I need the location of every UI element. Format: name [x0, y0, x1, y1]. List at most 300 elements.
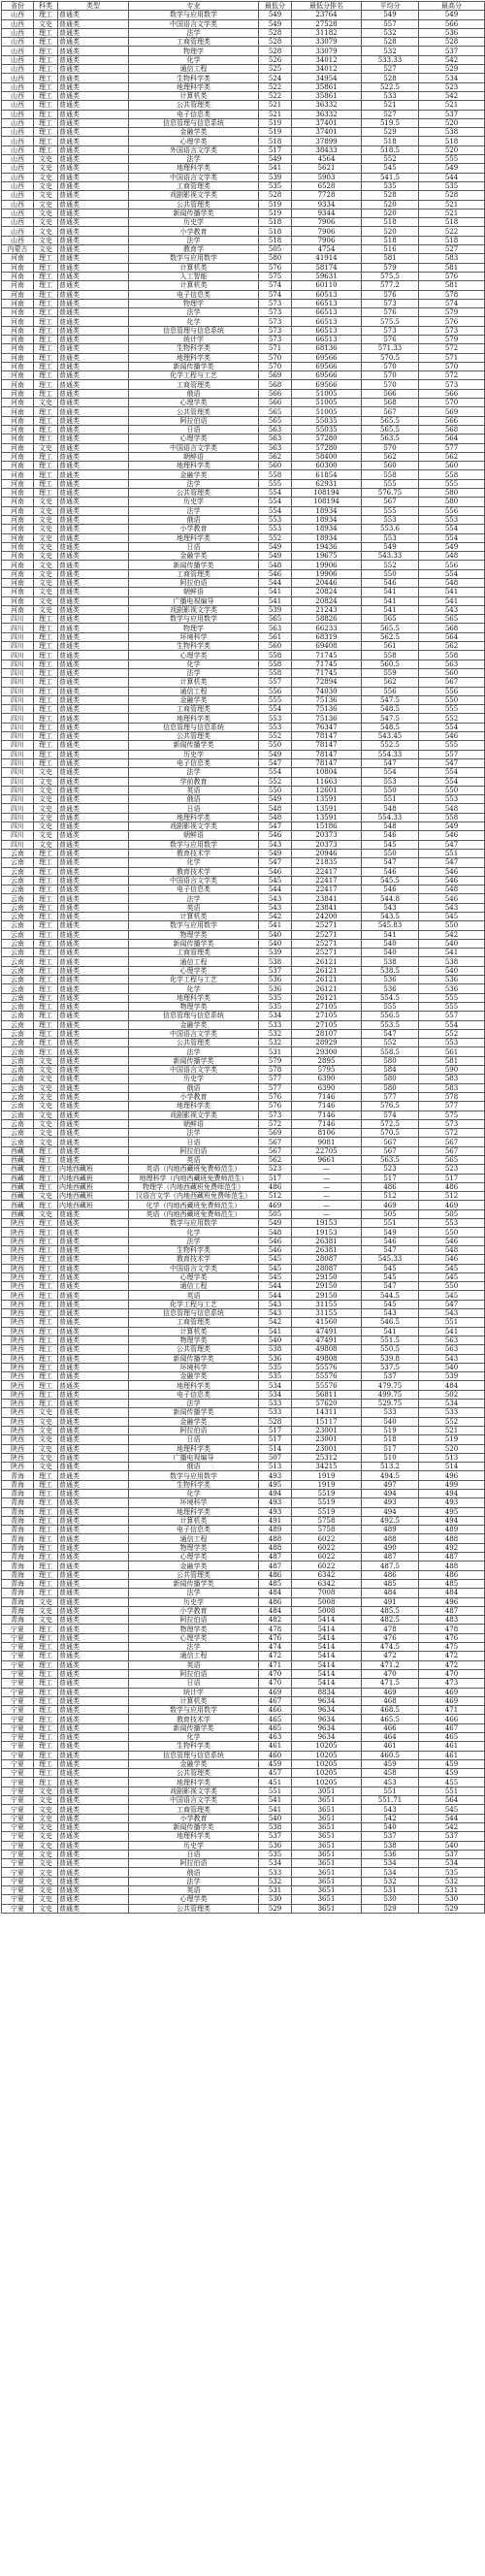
- min-rank-cell: 26121: [292, 966, 362, 975]
- avg-score-cell: 529: [362, 128, 419, 137]
- major-cell: 地理科学类: [129, 1778, 259, 1787]
- min-rank-cell: 3651: [292, 1822, 362, 1831]
- avg-score-cell: 492.5: [362, 1516, 419, 1525]
- min-score-cell: 546: [259, 831, 292, 840]
- major-cell: 心理学类: [129, 1633, 259, 1642]
- table-row: [2, 344, 485, 353]
- table-row: [2, 1102, 485, 1111]
- type-cell: 普通类: [58, 1850, 129, 1858]
- min-rank-cell: 15117: [292, 1417, 362, 1426]
- min-score-cell: 553: [259, 723, 292, 731]
- max-score-cell: 549: [419, 542, 485, 551]
- min-rank-cell: 18934: [292, 533, 362, 542]
- category-cell: 理工: [34, 1589, 58, 1597]
- max-score-cell: 579: [419, 308, 485, 317]
- avg-score-cell: 576: [362, 335, 419, 343]
- min-score-cell: 576: [259, 1102, 292, 1111]
- category-cell: 理工: [34, 55, 58, 64]
- category-cell: 文史: [34, 1192, 58, 1201]
- category-cell: 文史: [34, 1904, 58, 1913]
- type-cell: 普通类: [58, 605, 129, 614]
- avg-score-cell: 543: [362, 1309, 419, 1318]
- min-score-cell: 535: [259, 1002, 292, 1011]
- province-cell: 山西: [2, 218, 34, 227]
- table-row: [2, 1850, 485, 1858]
- max-score-cell: 465: [419, 1733, 485, 1742]
- min-score-cell: 573: [259, 335, 292, 343]
- province-cell: 宁夏: [2, 1841, 34, 1850]
- major-cell: 公共管理类: [129, 489, 259, 498]
- max-score-cell: 541: [419, 588, 485, 596]
- max-score-cell: 556: [419, 561, 485, 569]
- type-cell: 普通类: [58, 299, 129, 307]
- category-cell: 文史: [34, 1859, 58, 1868]
- min-rank-cell: 28087: [292, 1264, 362, 1272]
- table-row: [2, 326, 485, 335]
- max-score-cell: 542: [419, 91, 485, 100]
- min-score-cell: 465: [259, 1715, 292, 1723]
- avg-score-cell: 545: [362, 1300, 419, 1308]
- province-cell: 云南: [2, 984, 34, 993]
- min-rank-cell: 3651: [292, 1850, 362, 1858]
- min-rank-cell: 8834: [292, 1688, 362, 1696]
- max-score-cell: 554: [419, 1020, 485, 1029]
- min-score-cell: 573: [259, 326, 292, 335]
- max-score-cell: 554: [419, 723, 485, 731]
- type-cell: 普通类: [58, 128, 129, 137]
- type-cell: 普通类: [58, 1679, 129, 1688]
- type-cell: 普通类: [58, 1056, 129, 1065]
- category-cell: 理工: [34, 1733, 58, 1742]
- major-cell: 中国语言文学类: [129, 173, 259, 181]
- avg-score-cell: 485: [362, 1579, 419, 1588]
- avg-score-cell: 581: [362, 254, 419, 263]
- avg-score-cell: 549: [362, 1228, 419, 1237]
- category-cell: 理工: [34, 1489, 58, 1497]
- category-cell: 理工: [34, 82, 58, 91]
- min-rank-cell: 9334: [292, 200, 362, 209]
- table-row: [2, 1669, 485, 1678]
- major-cell: 阿拉伯语: [129, 416, 259, 425]
- major-cell: 物理学: [129, 624, 259, 632]
- table-row: [2, 533, 485, 542]
- province-cell: 西藏: [2, 1165, 34, 1174]
- max-score-cell: 554: [419, 525, 485, 533]
- table-row: [2, 768, 485, 777]
- min-score-cell: 563: [259, 435, 292, 443]
- type-cell: 普通类: [58, 145, 129, 154]
- table-row: [2, 1146, 485, 1155]
- avg-score-cell: 489: [362, 1526, 419, 1534]
- major-cell: 俄语: [129, 1083, 259, 1092]
- province-cell: 陕西: [2, 1363, 34, 1371]
- max-score-cell: 555: [419, 155, 485, 164]
- min-score-cell: 545: [259, 876, 292, 885]
- category-cell: 理工: [34, 1778, 58, 1787]
- avg-score-cell: 523: [362, 1165, 419, 1174]
- province-cell: 宁夏: [2, 1805, 34, 1814]
- min-rank-cell: 5414: [292, 1652, 362, 1660]
- category-cell: 理工: [34, 335, 58, 343]
- min-score-cell: 488: [259, 1534, 292, 1543]
- avg-score-cell: 547: [362, 858, 419, 867]
- table-row: [2, 1300, 485, 1308]
- min-score-cell: 517: [259, 1174, 292, 1182]
- province-cell: 陕西: [2, 1282, 34, 1291]
- type-cell: 普通类: [58, 1156, 129, 1165]
- min-score-cell: 493: [259, 1498, 292, 1507]
- type-cell: 普通类: [58, 1489, 129, 1497]
- max-score-cell: 554: [419, 768, 485, 777]
- avg-score-cell: 559: [362, 668, 419, 677]
- type-cell: 普通类: [58, 1877, 129, 1885]
- type-cell: 普通类: [58, 1372, 129, 1381]
- type-cell: 普通类: [58, 1696, 129, 1705]
- table-row: [2, 894, 485, 903]
- province-cell: 山西: [2, 173, 34, 181]
- category-cell: 理工: [34, 1264, 58, 1272]
- province-cell: 陕西: [2, 1435, 34, 1444]
- major-cell: 通信工程: [129, 687, 259, 695]
- avg-score-cell: 461: [362, 1742, 419, 1751]
- max-score-cell: 536: [419, 28, 485, 37]
- major-cell: 地理科学类: [129, 353, 259, 362]
- table-row: [2, 181, 485, 190]
- min-rank-cell: 33079: [292, 38, 362, 47]
- min-score-cell: 553: [259, 525, 292, 533]
- type-cell: 普通类: [58, 1435, 129, 1444]
- min-rank-cell: 9634: [292, 1706, 362, 1715]
- type-cell: 普通类: [58, 155, 129, 164]
- category-cell: 文史: [34, 1129, 58, 1138]
- type-cell: 普通类: [58, 1020, 129, 1029]
- min-score-cell: 547: [259, 858, 292, 867]
- major-cell: 阿拉伯语: [129, 1669, 259, 1678]
- major-cell: 心理学类: [129, 435, 259, 443]
- province-cell: 宁夏: [2, 1850, 34, 1858]
- min-score-cell: 553: [259, 714, 292, 723]
- major-cell: 日语: [129, 804, 259, 813]
- table-row: [2, 705, 485, 714]
- max-score-cell: 567: [419, 1146, 485, 1155]
- major-cell: 信息管理与信息系统: [129, 326, 259, 335]
- table-row: [2, 1291, 485, 1300]
- min-rank-cell: 3651: [292, 1832, 362, 1841]
- category-cell: 文史: [34, 1868, 58, 1877]
- min-rank-cell: 5008: [292, 1606, 362, 1615]
- avg-score-cell: 562.5: [362, 632, 419, 641]
- category-cell: 文史: [34, 1814, 58, 1822]
- category-cell: 理工: [34, 741, 58, 750]
- max-score-cell: 520: [419, 118, 485, 127]
- max-score-cell: 550: [419, 695, 485, 704]
- type-cell: 普通类: [58, 1047, 129, 1056]
- min-rank-cell: 20373: [292, 831, 362, 840]
- major-cell: 法学: [129, 1643, 259, 1652]
- min-rank-cell: —: [292, 1174, 362, 1182]
- min-score-cell: 543: [259, 1309, 292, 1318]
- province-cell: 青海: [2, 1489, 34, 1497]
- max-score-cell: 545: [419, 1291, 485, 1300]
- min-score-cell: 544: [259, 1282, 292, 1291]
- province-cell: 宁夏: [2, 1679, 34, 1688]
- table-row: [2, 1868, 485, 1877]
- max-score-cell: 542: [419, 55, 485, 64]
- category-cell: 文史: [34, 605, 58, 614]
- category-cell: 理工: [34, 1237, 58, 1245]
- table-row: [2, 1660, 485, 1669]
- table-row: [2, 1390, 485, 1399]
- major-cell: 戏剧影视文学类: [129, 1787, 259, 1795]
- category-cell: 理工: [34, 489, 58, 498]
- min-rank-cell: 28087: [292, 1255, 362, 1264]
- major-cell: 地理科学类: [129, 993, 259, 1002]
- min-rank-cell: 78147: [292, 750, 362, 758]
- category-cell: 理工: [34, 1146, 58, 1155]
- table-row: [2, 227, 485, 236]
- category-cell: 理工: [34, 1300, 58, 1308]
- category-cell: 文史: [34, 579, 58, 588]
- table-row: [2, 1778, 485, 1787]
- max-score-cell: 539: [419, 1372, 485, 1381]
- min-rank-cell: 26121: [292, 957, 362, 966]
- header-row: [2, 2, 485, 11]
- province-cell: 西藏: [2, 1156, 34, 1165]
- category-cell: 理工: [34, 858, 58, 867]
- min-rank-cell: 31155: [292, 1309, 362, 1318]
- avg-score-cell: 471.2: [362, 1660, 419, 1669]
- major-cell: 数学与应用数学: [129, 1219, 259, 1228]
- type-cell: 内地西藏班: [58, 1201, 129, 1209]
- major-cell: 小学教育: [129, 1814, 259, 1822]
- min-rank-cell: 27105: [292, 1020, 362, 1029]
- province-cell: 云南: [2, 1056, 34, 1065]
- category-cell: 理工: [34, 1679, 58, 1688]
- table-header: [2, 2, 485, 11]
- major-cell: 中国语言文学类: [129, 1066, 259, 1075]
- category-cell: 文史: [34, 533, 58, 542]
- max-score-cell: 494: [419, 1516, 485, 1525]
- major-cell: 金融学类: [129, 1417, 259, 1426]
- avg-score-cell: 553: [362, 515, 419, 524]
- table-row: [2, 1336, 485, 1344]
- major-cell: 数学与应用数学: [129, 615, 259, 624]
- max-score-cell: 546: [419, 894, 485, 903]
- avg-score-cell: 558: [362, 651, 419, 660]
- type-cell: 普通类: [58, 966, 129, 975]
- min-rank-cell: 23841: [292, 894, 362, 903]
- avg-score-cell: 469: [362, 1201, 419, 1209]
- major-cell: 生物科学类: [129, 74, 259, 82]
- max-score-cell: 570: [419, 362, 485, 370]
- type-cell: 普通类: [58, 1146, 129, 1155]
- table-row: [2, 380, 485, 389]
- category-cell: 理工: [34, 1228, 58, 1237]
- table-row: [2, 452, 485, 461]
- max-score-cell: 475: [419, 1643, 485, 1652]
- type-cell: 普通类: [58, 1832, 129, 1841]
- table-row: [2, 1570, 485, 1579]
- category-cell: 文史: [34, 1616, 58, 1625]
- min-rank-cell: 10205: [292, 1742, 362, 1751]
- min-score-cell: 486: [259, 1570, 292, 1579]
- min-rank-cell: 13591: [292, 804, 362, 813]
- table-row: [2, 1408, 485, 1417]
- major-cell: 法学: [129, 155, 259, 164]
- table-row: [2, 1156, 485, 1165]
- category-cell: 理工: [34, 118, 58, 127]
- type-cell: 普通类: [58, 867, 129, 876]
- min-rank-cell: 27105: [292, 1012, 362, 1020]
- avg-score-cell: 532: [362, 1877, 419, 1885]
- min-rank-cell: 19153: [292, 1228, 362, 1237]
- category-cell: 理工: [34, 624, 58, 632]
- province-cell: 四川: [2, 822, 34, 831]
- avg-score-cell: 485.5: [362, 1606, 419, 1615]
- type-cell: 内地西藏班: [58, 1165, 129, 1174]
- province-cell: 河南: [2, 435, 34, 443]
- min-score-cell: 541: [259, 1796, 292, 1805]
- major-cell: 物理学类: [129, 1002, 259, 1011]
- type-cell: 普通类: [58, 949, 129, 957]
- avg-score-cell: 537: [362, 1832, 419, 1841]
- avg-score-cell: 478: [362, 1625, 419, 1633]
- min-score-cell: 535: [259, 1363, 292, 1371]
- major-cell: 心理学类: [129, 651, 259, 660]
- major-cell: 金融学类: [129, 1759, 259, 1768]
- min-rank-cell: 69566: [292, 371, 362, 380]
- min-rank-cell: 3651: [292, 1886, 362, 1895]
- avg-score-cell: 543: [362, 903, 419, 912]
- category-cell: 文史: [34, 155, 58, 164]
- min-score-cell: 537: [259, 966, 292, 975]
- min-score-cell: 530: [259, 1895, 292, 1904]
- major-cell: 朝鲜语: [129, 588, 259, 596]
- min-score-cell: 540: [259, 939, 292, 948]
- avg-score-cell: 464: [362, 1733, 419, 1742]
- min-rank-cell: 62931: [292, 479, 362, 488]
- max-score-cell: 534: [419, 1859, 485, 1868]
- major-cell: 教育技术学: [129, 867, 259, 876]
- type-cell: 普通类: [58, 1471, 129, 1480]
- min-rank-cell: 3651: [292, 1805, 362, 1814]
- avg-score-cell: 549: [362, 542, 419, 551]
- min-score-cell: 546: [259, 867, 292, 876]
- province-cell: 青海: [2, 1498, 34, 1507]
- max-score-cell: 548: [419, 1245, 485, 1254]
- category-cell: 理工: [34, 425, 58, 434]
- province-cell: 云南: [2, 886, 34, 894]
- max-score-cell: 528: [419, 38, 485, 47]
- table-row: [2, 28, 485, 37]
- category-cell: 理工: [34, 1020, 58, 1029]
- min-score-cell: 470: [259, 1669, 292, 1678]
- type-cell: 普通类: [58, 489, 129, 498]
- major-cell: 地理科学类: [129, 714, 259, 723]
- province-cell: 四川: [2, 642, 34, 651]
- avg-score-cell: 517: [362, 1444, 419, 1453]
- major-cell: 化学工程与工艺: [129, 1300, 259, 1308]
- min-rank-cell: 29150: [292, 1282, 362, 1291]
- max-score-cell: 484: [419, 1589, 485, 1597]
- avg-score-cell: 552.5: [362, 741, 419, 750]
- avg-score-cell: 550: [362, 569, 419, 578]
- major-cell: 电子信息类: [129, 1526, 259, 1534]
- min-rank-cell: 28107: [292, 1029, 362, 1038]
- table-row: [2, 209, 485, 217]
- category-cell: 理工: [34, 1400, 58, 1408]
- category-cell: 文史: [34, 1796, 58, 1805]
- max-score-cell: 578: [419, 1092, 485, 1101]
- max-score-cell: 537: [419, 1850, 485, 1858]
- category-cell: 理工: [34, 1669, 58, 1678]
- major-cell: 通信工程: [129, 1282, 259, 1291]
- province-cell: 青海: [2, 1579, 34, 1588]
- category-cell: 理工: [34, 660, 58, 668]
- province-cell: 西藏: [2, 1201, 34, 1209]
- table-row: [2, 976, 485, 984]
- min-rank-cell: 10804: [292, 768, 362, 777]
- table-row: [2, 588, 485, 596]
- category-cell: 理工: [34, 849, 58, 857]
- avg-score-cell: 551: [362, 1787, 419, 1795]
- avg-score-cell: 494: [362, 1489, 419, 1497]
- min-score-cell: 476: [259, 1633, 292, 1642]
- max-score-cell: 568: [419, 624, 485, 632]
- min-score-cell: 513: [259, 1463, 292, 1471]
- max-score-cell: 563: [419, 1336, 485, 1344]
- min-rank-cell: 5519: [292, 1498, 362, 1507]
- type-cell: 普通类: [58, 957, 129, 966]
- avg-score-cell: 547: [362, 1282, 419, 1291]
- max-score-cell: 540: [419, 1363, 485, 1371]
- max-score-cell: 486: [419, 1570, 485, 1579]
- min-rank-cell: 19436: [292, 542, 362, 551]
- max-score-cell: 550: [419, 1228, 485, 1237]
- max-score-cell: 513: [419, 1453, 485, 1462]
- province-cell: 四川: [2, 840, 34, 849]
- major-cell: 英语（内地西藏班免费师范生）: [129, 1209, 259, 1218]
- province-cell: 河南: [2, 552, 34, 561]
- min-score-cell: 544: [259, 579, 292, 588]
- avg-score-cell: 576: [362, 290, 419, 299]
- major-cell: 新闻传播学类: [129, 1723, 259, 1732]
- major-cell: 信息管理与信息系统: [129, 1309, 259, 1318]
- avg-score-cell: 474.5: [362, 1643, 419, 1652]
- avg-score-cell: 546: [362, 867, 419, 876]
- min-rank-cell: 19906: [292, 569, 362, 578]
- category-cell: 文史: [34, 443, 58, 452]
- min-rank-cell: 71745: [292, 668, 362, 677]
- province-cell: 山西: [2, 118, 34, 127]
- max-score-cell: 554: [419, 569, 485, 578]
- major-cell: 计算机类: [129, 678, 259, 687]
- avg-score-cell: 553: [362, 777, 419, 786]
- table-row: [2, 1562, 485, 1570]
- avg-score-cell: 573: [362, 326, 419, 335]
- avg-score-cell: 580: [362, 1056, 419, 1065]
- province-cell: 青海: [2, 1526, 34, 1534]
- max-score-cell: 502: [419, 1390, 485, 1399]
- min-score-cell: 535: [259, 1850, 292, 1858]
- province-cell: 宁夏: [2, 1660, 34, 1669]
- province-cell: 河南: [2, 515, 34, 524]
- max-score-cell: 550: [419, 1282, 485, 1291]
- max-score-cell: 583: [419, 1083, 485, 1092]
- type-cell: 普通类: [58, 1012, 129, 1020]
- max-score-cell: 573: [419, 1119, 485, 1128]
- min-score-cell: 540: [259, 1336, 292, 1344]
